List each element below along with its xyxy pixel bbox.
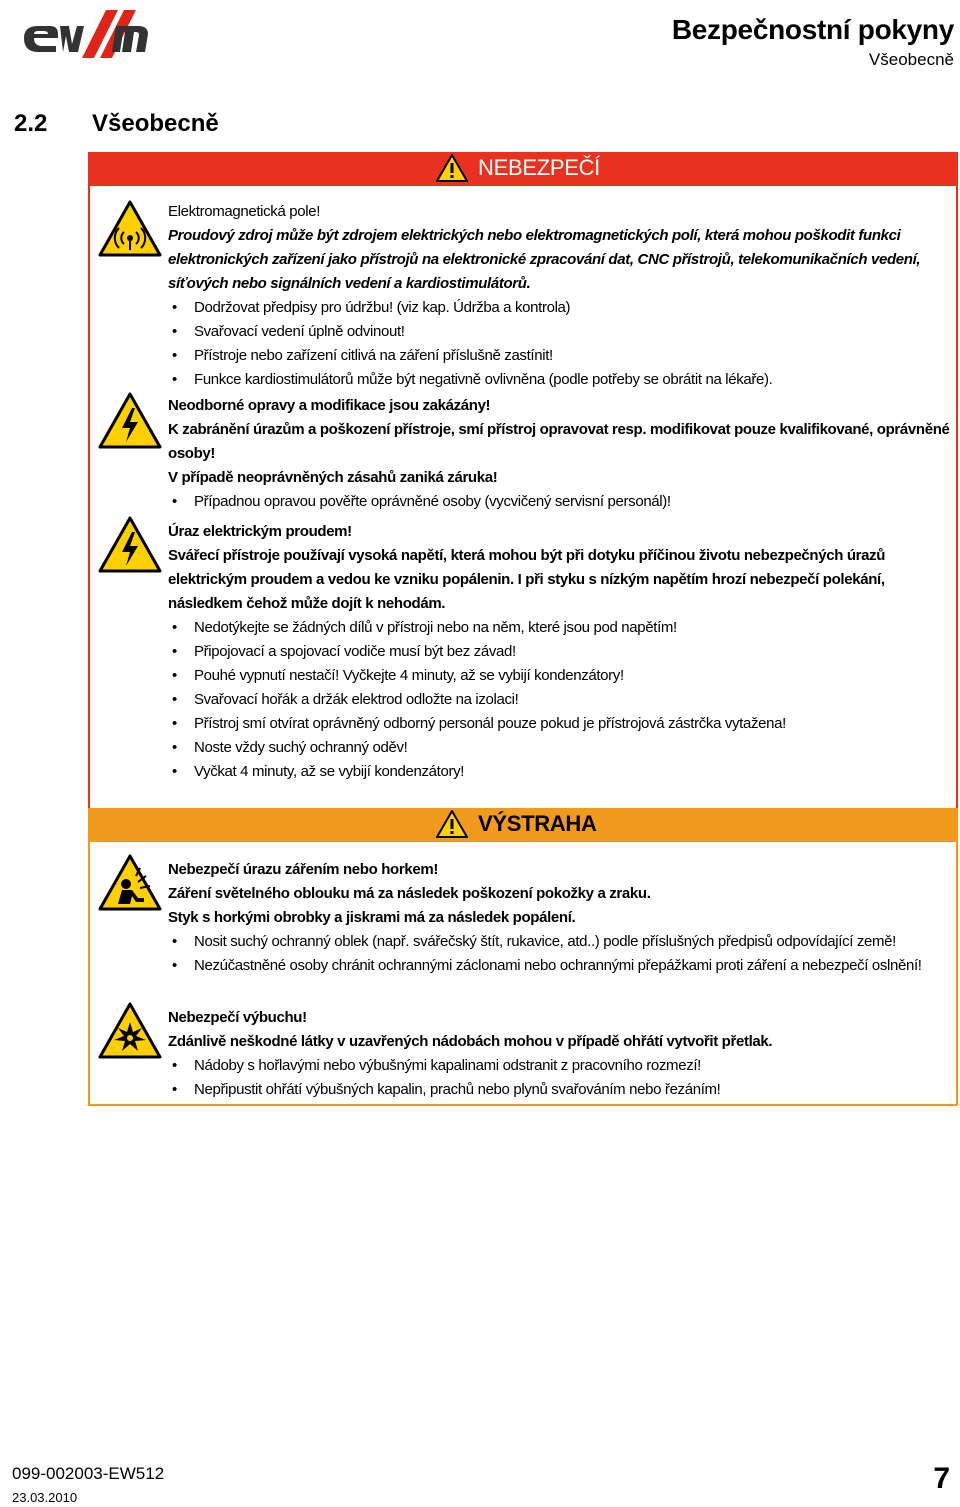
repairs-line: V případě neoprávněných zásahů zaniká záruka! xyxy=(168,469,498,486)
header-subtitle: Všeobecně xyxy=(868,50,954,69)
document-code: 099-002003-EW512 xyxy=(12,1464,165,1483)
explosion-title: Nebezpečí výbuchu! xyxy=(168,1009,307,1026)
list-item: • Dodržovat předpisy pro údržbu! (viz kap. Údržba a kontrola) xyxy=(168,296,950,320)
list-item: • Funkce kardiostimulátorů může být negativně ovlivněna (podle potřeby se obrátit na lékaře). xyxy=(168,368,950,392)
emf-block xyxy=(168,200,950,392)
list-item: • Připojovací a spojovací vodiče musí být bez závad! xyxy=(168,640,950,664)
radiation-block xyxy=(168,858,950,978)
danger-body xyxy=(88,186,958,824)
warning-box xyxy=(88,808,958,1106)
radiation-line: Styk s horkými obrobky a jiskrami má za následek popálení. xyxy=(168,909,576,926)
list-item: • Svařovací hořák a držák elektrod odložte na izolaci! xyxy=(168,688,950,712)
list-item: • Přístroj smí otvírat oprávněný odborný personál pouze pokud je přístrojová zástrčka vytažena! xyxy=(168,712,950,736)
list-item: • Nedotýkejte se žádných dílů v přístroji nebo na něm, které jsou pod napětím! xyxy=(168,616,950,640)
explosion-block xyxy=(168,1006,950,1102)
list-item: • Nezúčastněné osoby chránit ochrannými záclonami nebo ochrannými přepážkami proti záření a nebezpečí oslnění! xyxy=(168,954,950,978)
page-number: 7 xyxy=(933,1462,950,1495)
explosion-hazard-icon xyxy=(98,1002,162,1060)
explosion-text: Zdánlivě neškodné látky v uzavřených nádobách mohou v případě ohřátí vytvořit přetlak. xyxy=(168,1033,773,1050)
section-number: 2.2 xyxy=(14,110,48,137)
warning-triangle-icon xyxy=(436,810,468,838)
list-item: • Pouhé vypnutí nestačí! Vyčkejte 4 minuty, až se vybijí kondenzátory! xyxy=(168,664,950,688)
list-item: • Přístroje nebo zařízení citlivá na záření příslušně zastínit! xyxy=(168,344,950,368)
radiation-title: Nebezpečí úrazu zářením nebo horkem! xyxy=(168,861,438,878)
warning-triangle-icon xyxy=(436,154,468,182)
shock-title: Úraz elektrickým proudem! xyxy=(168,523,352,540)
list-item: • Případnou opravou pověřte oprávněné osoby (vycvičený servisní personál)! xyxy=(168,490,950,514)
section-title: Všeobecně xyxy=(92,110,219,137)
high-voltage-icon xyxy=(98,516,162,574)
list-item: • Nádoby s hořlavými nebo výbušnými kapalinami odstranit z pracovního rozmezí! xyxy=(168,1054,950,1078)
list-item: • Nepřipustit ohřátí výbušných kapalin, prachů nebo plynů svařováním nebo řezáním! xyxy=(168,1078,950,1102)
document-date: 23.03.2010 xyxy=(12,1490,78,1505)
repairs-line: Neodborné opravy a modifikace jsou zakázány! xyxy=(168,397,491,414)
warning-heading: VÝSTRAHA xyxy=(478,811,597,836)
emf-title: Elektromagnetická pole! xyxy=(168,203,321,220)
danger-heading: NEBEZPEČÍ xyxy=(478,155,600,180)
danger-box xyxy=(88,152,958,824)
repairs-block xyxy=(168,394,950,514)
header-title: Bezpečnostní pokyny xyxy=(671,14,954,45)
list-item: • Nosit suchý ochranný oblek (např. svářečský štít, rukavice, atd..) podle příslušných předpisů odpovídající země! xyxy=(168,930,950,954)
list-item: • Vyčkat 4 minuty, až se vybijí kondenzátory! xyxy=(168,760,950,784)
shock-block xyxy=(168,520,950,784)
section-heading xyxy=(14,110,219,138)
shock-text: Svářecí přístroje používají vysoká napětí, která mohou být při dotyku příčinou životu nebezpečných úrazů elektrickým proudem a vedou ke vzniku popálenin. I při styku s nízkým napětím hrozí nebezpečí polekání, následkem čehož může dojít k nehodám. xyxy=(168,547,886,612)
list-item: • Noste vždy suchý ochranný oděv! xyxy=(168,736,950,760)
ewm-logo xyxy=(20,8,165,60)
warning-header xyxy=(88,808,958,842)
radiation-line: Záření světelného oblouku má za následek poškození pokožky a zraku. xyxy=(168,885,651,902)
repairs-line: K zabránění úrazům a poškození přístroje, smí přístroj opravovat resp. modifikovat pouze kvalifikované, oprávněné osoby! xyxy=(168,421,950,462)
list-item: • Svařovací vedení úplně odvinout! xyxy=(168,320,950,344)
warning-body xyxy=(88,842,958,1106)
danger-header xyxy=(88,152,958,186)
emf-text: Proudový zdroj může být zdrojem elektrických nebo elektromagnetických polí, která mohou poškodit funkci elektronických zařízení jako přístrojů na elektronické zpracování dat, CNC přístrojů, telekomunikačních vedení, síťových nebo signálních vedení a kardiostimulátorů. xyxy=(168,227,921,292)
radiation-heat-hazard-icon xyxy=(98,854,162,912)
electromagnetic-field-icon xyxy=(98,200,162,258)
high-voltage-icon xyxy=(98,392,162,450)
